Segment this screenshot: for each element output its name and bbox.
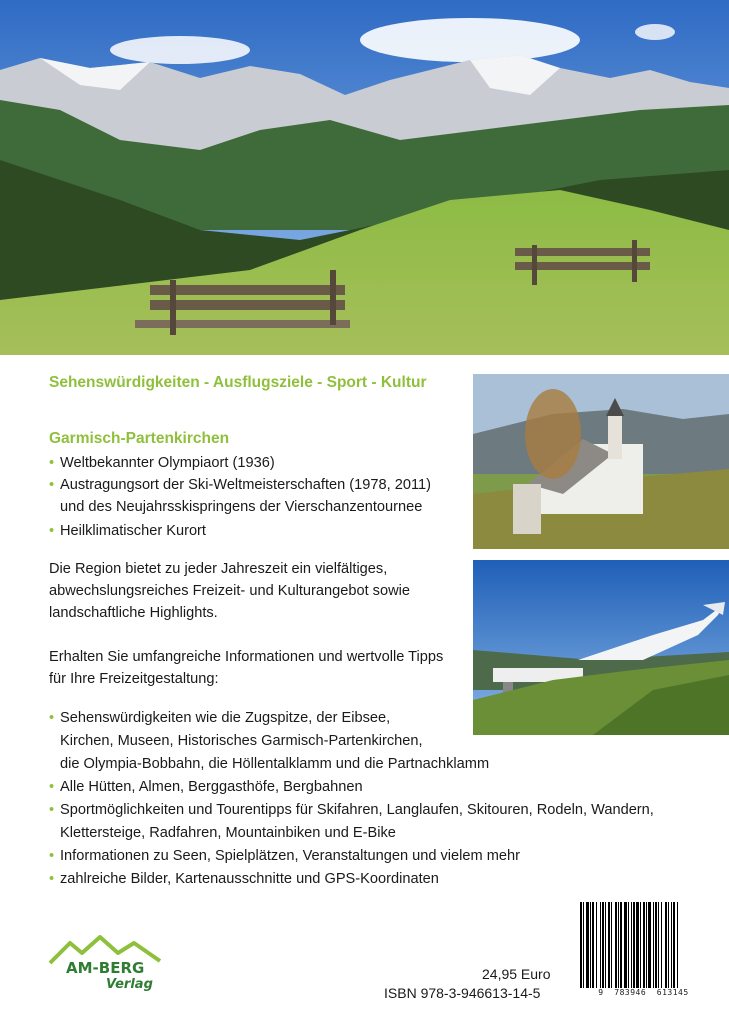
barcode-bar xyxy=(624,902,627,988)
barcode-bar xyxy=(618,902,619,988)
barcode-bar xyxy=(583,902,584,988)
list-item: • Sportmöglichkeiten und Tourentipps für Skifahren, Langlaufen, Skitouren, Rodeln, Wandern, Klettersteige, Radfahren, Mountainbiken und E-Bike xyxy=(49,802,654,841)
list-item: • Sehenswürdigkeiten wie die Zugspitze, der Eibsee, Kirchen, Museen, Historisches Garmisch-Partenkirchen, die Olympia-Bobbahn, die Höllentalklamm und die Partnachklamm xyxy=(49,710,490,772)
barcode-bar xyxy=(648,902,651,988)
barcode-bar xyxy=(608,902,610,988)
barcode-bar xyxy=(586,902,589,988)
barcode-bar xyxy=(615,902,617,988)
barcode-bar xyxy=(671,902,672,988)
list-item: • Heilklimatischer Kurort xyxy=(49,523,206,539)
list-item: • Weltbekannter Olympiaort (1936) xyxy=(49,455,275,471)
barcode-bar xyxy=(600,902,601,988)
barcode-bar xyxy=(605,902,606,988)
publisher-name: AM-BERG xyxy=(66,959,145,977)
barcode-bar xyxy=(628,902,629,988)
barcode-bar xyxy=(592,902,594,988)
barcode-digits: 9 783946 613145 xyxy=(598,988,689,997)
barcode-bar xyxy=(611,902,612,988)
hero-photo-mountain-meadow xyxy=(0,0,729,355)
photo-church xyxy=(473,374,729,549)
tagline: Sehenswürdigkeiten - Ausflugsziele - Sport - Kultur xyxy=(49,374,427,391)
intro-paragraph: Die Region bietet zu jeder Jahreszeit ein vielfältiges, abwechslungsreiches Freizeit- und Kulturangebot sowie landschaftliche Highlights. xyxy=(49,561,410,621)
barcode-bar xyxy=(640,902,641,988)
barcode-bar xyxy=(677,902,678,988)
barcode-bar xyxy=(655,902,657,988)
list-item: • zahlreiche Bilder, Kartenausschnitte und GPS-Koordinaten xyxy=(49,871,439,887)
barcode-bar xyxy=(636,902,639,988)
barcode-bar xyxy=(602,902,604,988)
list-item: • Austragungsort der Ski-Weltmeisterschaften (1978, 2011) und des Neujahrsskispringens der Vierschanzentournee xyxy=(49,477,431,515)
section-title: Garmisch-Partenkirchen xyxy=(49,430,230,447)
barcode-bars xyxy=(580,902,707,988)
barcode-bar xyxy=(620,902,622,988)
barcode-bar xyxy=(590,902,591,988)
barcode-bar xyxy=(646,902,647,988)
barcode xyxy=(577,902,710,1002)
info-paragraph: Erhalten Sie umfangreiche Informationen und wertvolle Tipps für Ihre Freizeitgestaltung: xyxy=(49,649,444,687)
barcode-bar xyxy=(673,902,675,988)
publisher-subname: Verlag xyxy=(106,977,153,992)
list-item: • Alle Hütten, Almen, Berggasthöfe, Bergbahnen xyxy=(49,779,363,795)
barcode-bar xyxy=(668,902,669,988)
barcode-bar xyxy=(658,902,659,988)
barcode-bar xyxy=(596,902,597,988)
features-list xyxy=(49,707,709,891)
list-item: • Informationen zu Seen, Spielplätzen, Veranstaltungen und vielem mehr xyxy=(49,848,520,864)
barcode-bar xyxy=(633,902,635,988)
barcode-bar xyxy=(661,902,662,988)
barcode-bar xyxy=(643,902,645,988)
publisher-logo xyxy=(48,935,168,997)
barcode-bar xyxy=(580,902,582,988)
highlights-list xyxy=(49,452,469,542)
price: 24,95 Euro xyxy=(482,966,551,982)
barcode-bar xyxy=(631,902,632,988)
isbn: ISBN 978-3-946613-14-5 xyxy=(384,985,541,1001)
barcode-bar xyxy=(653,902,654,988)
barcode-bar xyxy=(665,902,667,988)
